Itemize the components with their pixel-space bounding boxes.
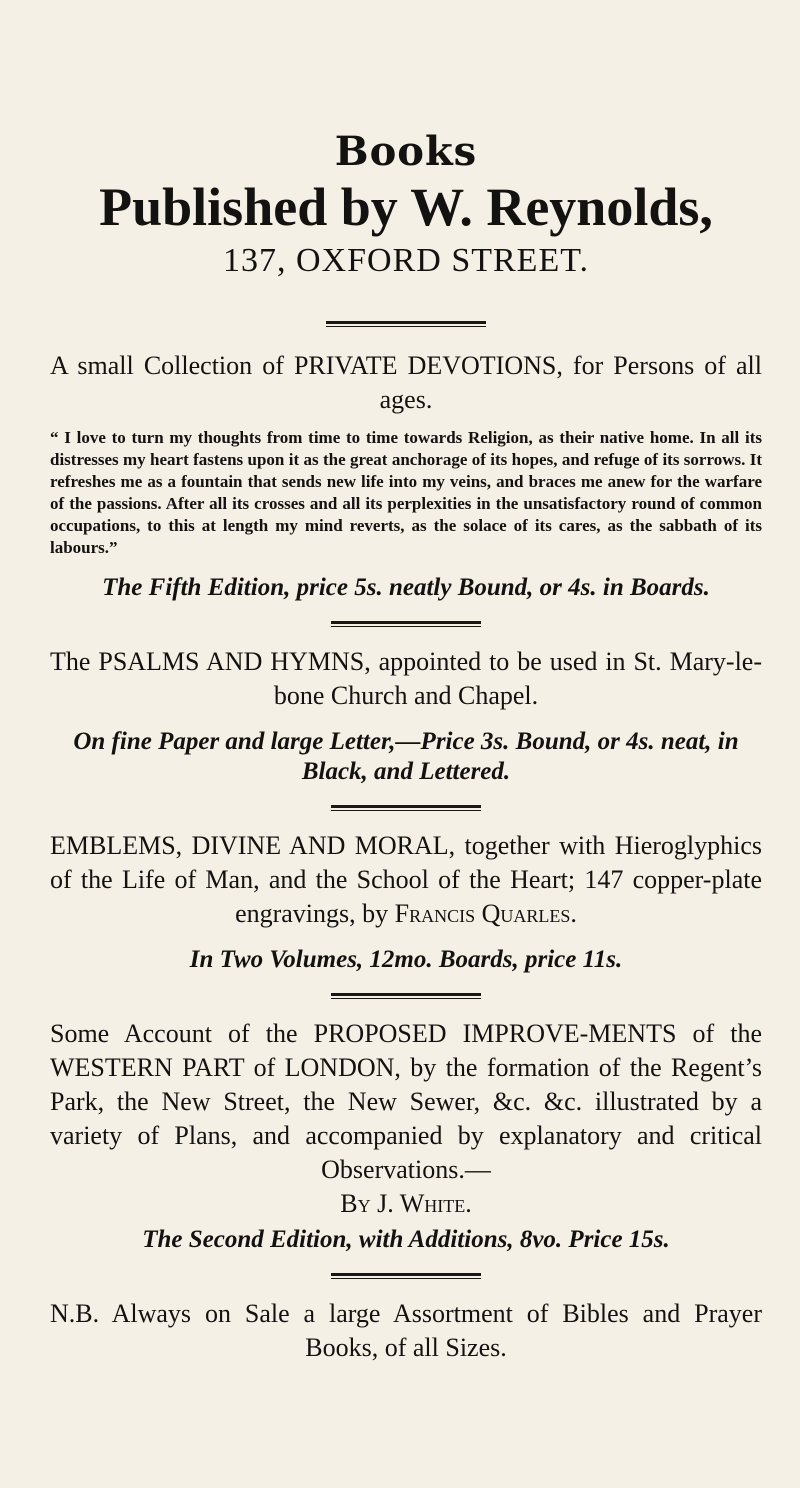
- book-edition: The Fifth Edition, price 5s. neatly Bound, or 4s. in Boards.: [102, 574, 710, 601]
- book-entry-improvements: [50, 1017, 762, 1255]
- book-entry-devotions: [50, 349, 762, 603]
- publisher-line: Published by W. Reynolds,: [99, 177, 713, 237]
- blackletter-heading: Books: [334, 128, 478, 175]
- book-title: The PSALMS AND HYMNS, appointed to be used in St. Mary-le-bone Church and Chapel.: [50, 647, 762, 710]
- book-title: [50, 829, 762, 931]
- nota-bene-text: N.B. Always on Sale a large Assortment of Bibles and Prayer Books, of all Sizes.: [50, 1299, 762, 1362]
- divider-rule: [331, 805, 481, 811]
- book-entry-emblems: [50, 829, 762, 975]
- nota-bene-note: [50, 1297, 762, 1365]
- book-author: Francis Quarles.: [394, 899, 577, 928]
- book-title-text: EMBLEMS, DIVINE AND MORAL, together with Hieroglyphics of the Life of Man, and the School of the Heart; 147 copper-plate engravings, by: [50, 831, 762, 928]
- divider-rule: [331, 621, 481, 627]
- book-entry-psalms: [50, 645, 762, 787]
- divider-rule: [326, 321, 486, 327]
- book-quote: “ I love to turn my thoughts from time to time towards Religion, as their native home. In all its distresses my heart fastens upon it as the great anchorage of its hopes, and refuge of its sorrows. It refreshes me as a fountain that sends new life into my veins, and braces me anew for the warfare of the passions. After all its crosses and all its perplexities in the unsatisfactory round of common occupations, to this at length my mind reverts, as the solace of its cares, as the sabbath of its labours.”: [50, 428, 762, 557]
- book-edition: The Second Edition, with Additions, 8vo. Price 15s.: [142, 1226, 670, 1253]
- book-edition: In Two Volumes, 12mo. Boards, price 11s.: [189, 946, 623, 973]
- book-title: A small Collection of PRIVATE DEVOTIONS, for Persons of all ages.: [50, 351, 762, 414]
- divider-rule: [331, 1273, 481, 1279]
- divider-rule: [331, 993, 481, 999]
- book-author: By J. White.: [340, 1189, 472, 1218]
- book-title: Some Account of the PROPOSED IMPROVE-MENTS of the WESTERN PART of LONDON, by the formation of the Regent’s Park, the New Street, the New Sewer, &c. &c. illustrated by a variety of Plans, and accompanied by explanatory and critical Observations.—: [50, 1019, 762, 1184]
- address-line: 137, OXFORD STREET.: [223, 242, 589, 279]
- book-edition: On fine Paper and large Letter,—Price 3s. Bound, or 4s. neat, in Black, and Lettered.: [73, 728, 739, 785]
